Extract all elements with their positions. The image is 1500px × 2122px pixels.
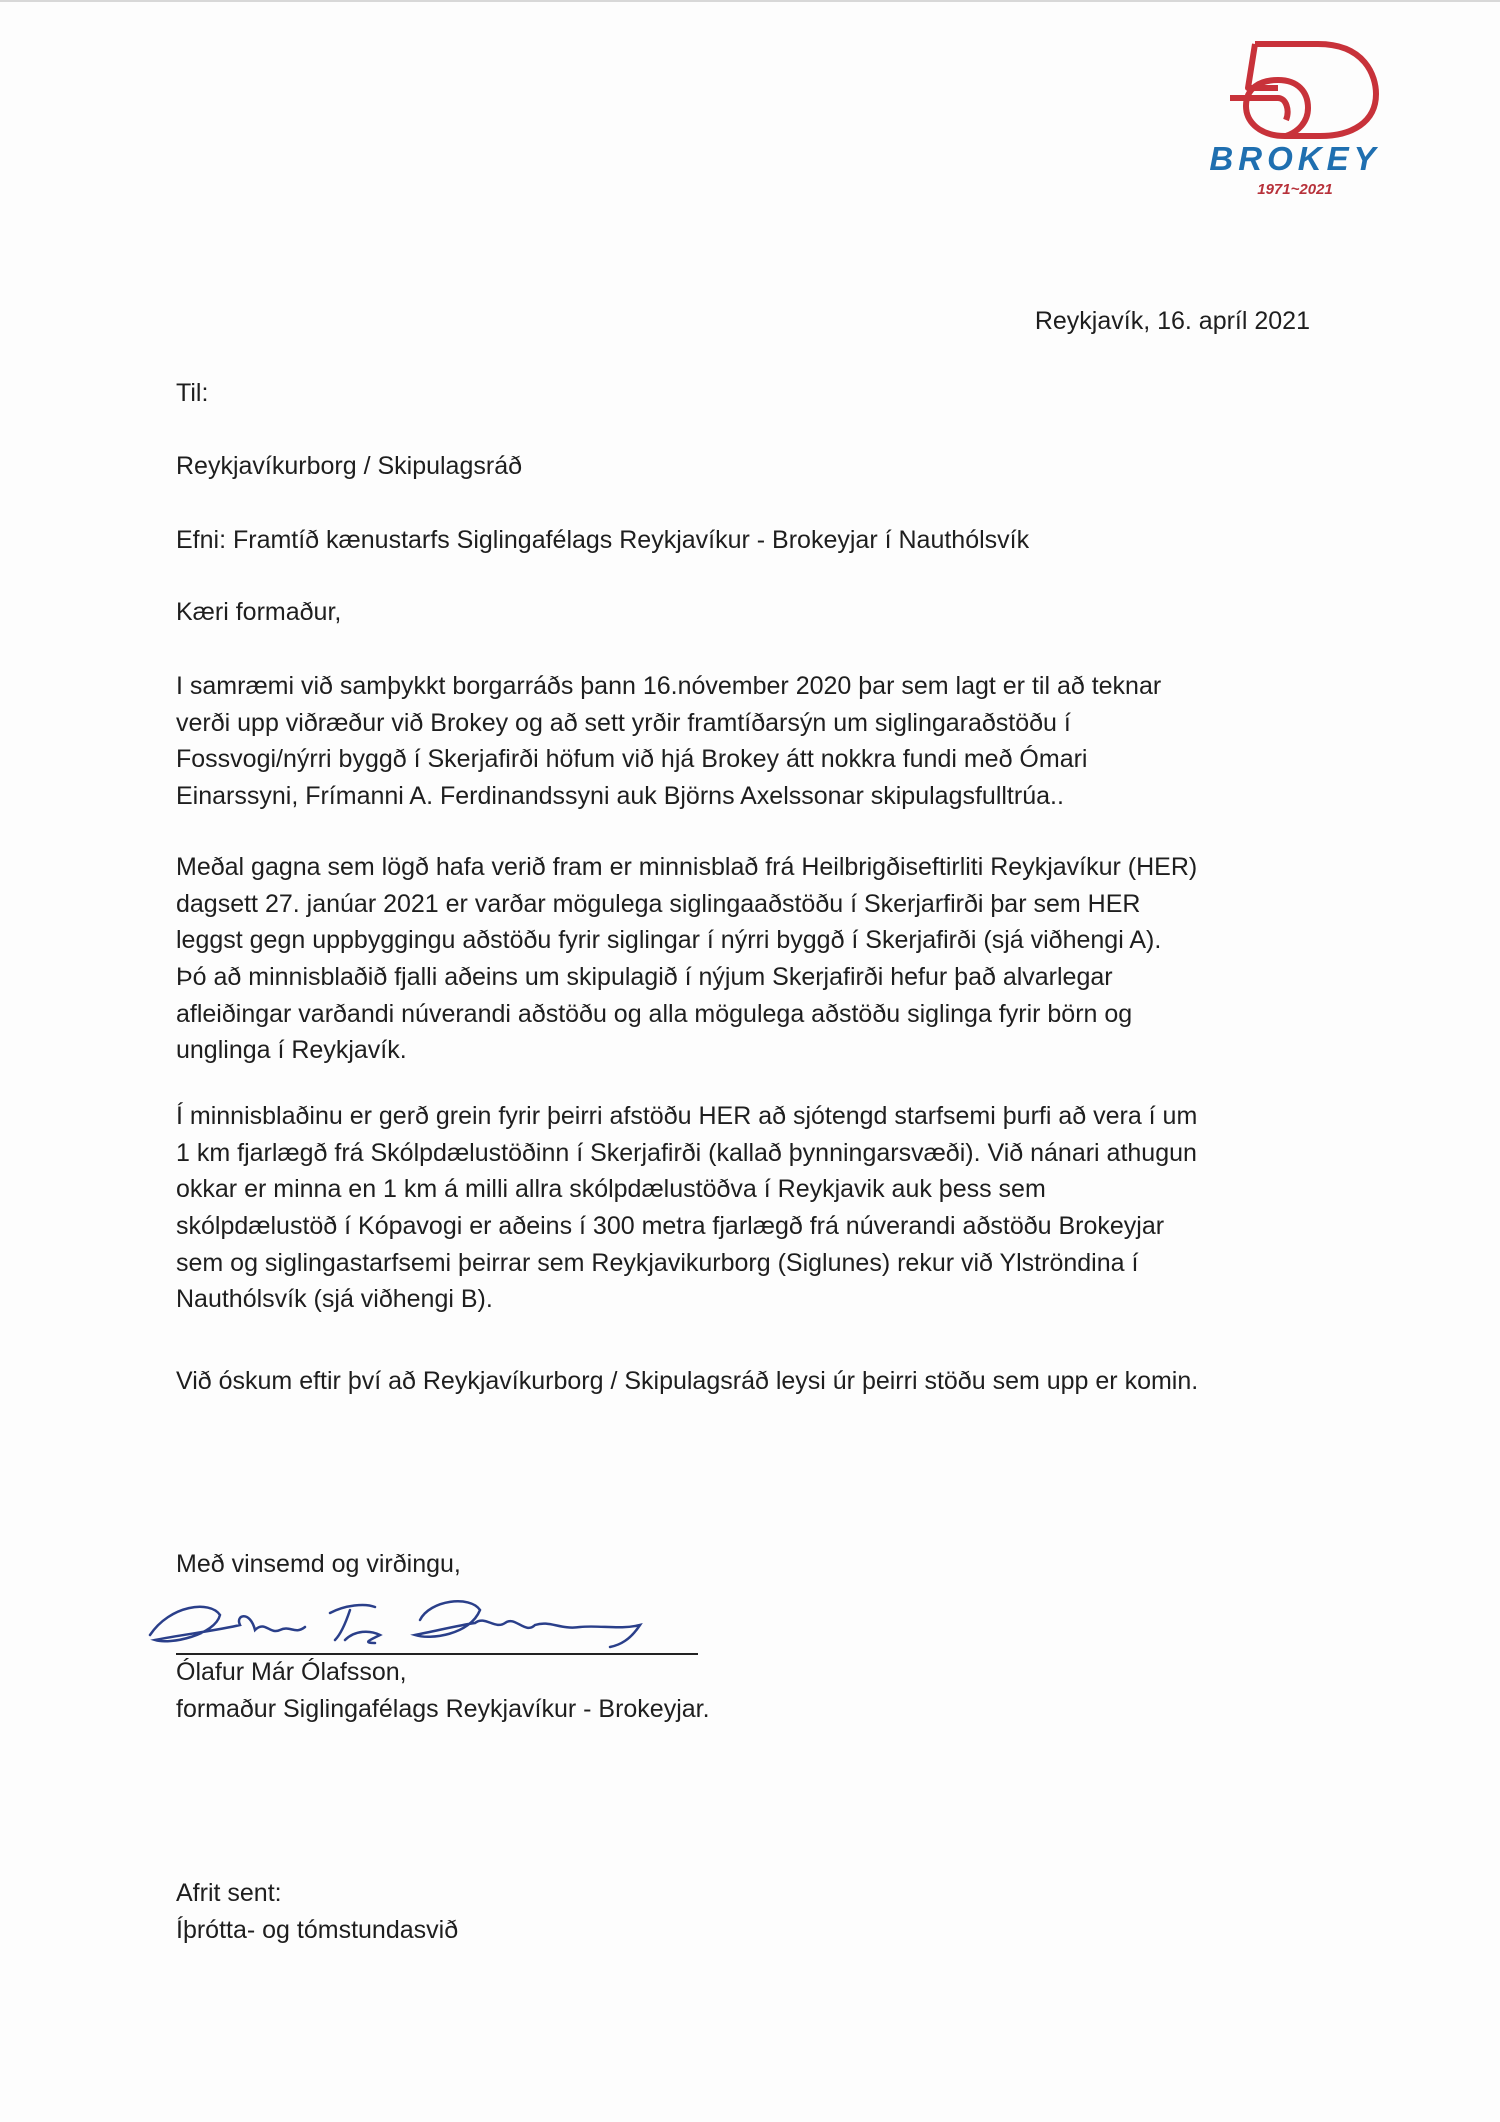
paragraph-1 [176, 668, 1161, 815]
subject-text: Efni: Framtíð kænustarfs Siglingafélags Reykjavíkur - Brokeyjar í Nauthólsvík [176, 526, 1030, 554]
cc-block [176, 1875, 458, 1948]
paragraph-line: Þó að minnisblaðið fjalli aðeins um skipulagið í nýjum Skerjafirði hefur það alvarlegar [176, 963, 1113, 992]
paragraph-line: Nauthólsvík (sjá viðhengi B). [176, 1285, 493, 1314]
recipient [176, 448, 522, 485]
paragraph-line: Meðal gagna sem lögð hafa verið fram er minnisblað frá Heilbrigðiseftirliti Reykjavíkur (HER) [176, 853, 1198, 881]
signer-name: Ólafur Már Ólafsson, [176, 1658, 407, 1686]
paragraph-line: I samræmi við samþykkt borgarráðs þann 16.nóvember 2020 þar sem lagt er til að teknar [176, 672, 1162, 700]
paragraph-line: verði upp viðræður við Brokey og að sett yrðir framtíðarsýn um siglingaraðstöðu í [176, 708, 1071, 737]
cc-recipient: Íþrótta- og tómstundasvið [176, 1915, 459, 1944]
paragraph-line: leggst gegn uppbyggingu aðstöðu fyrir siglingar í nýrri byggð í Skerjafirði (sjá viðhengi A). [176, 926, 1162, 955]
recipient-text: Reykjavíkurborg / Skipulagsráð [176, 452, 522, 480]
paragraph-line: Einarssyni, Frímanni A. Ferdinandssyni auk Björns Axelssonar skipulagsfulltrúa.. [176, 782, 1064, 811]
paragraph-line: sem og siglingastarfsemi þeirrar sem Reykjavikurborg (Siglunes) rekur við Ylströndina í [176, 1248, 1139, 1277]
logo-years: 1971~2021 [1257, 181, 1333, 198]
paragraph-line: Í minnisblaðinu er gerð grein fyrir þeirri afstöðu HER að sjótengd starfsemi þurfi að vera í um [176, 1102, 1198, 1130]
paragraph-4 [176, 1363, 1198, 1400]
paragraph-2 [176, 849, 1197, 1069]
recipient-label-text: Til: [176, 379, 209, 407]
paragraph-line: 1 km fjarlægð frá Skólpdælustöðinn í Skerjafirði (kallað þynningarsvæði). Við nánari athugun [176, 1138, 1197, 1167]
subject-line [176, 522, 1029, 559]
signer-block [176, 1654, 710, 1727]
brokey-50-logo [1190, 36, 1400, 206]
paragraph-line: dagsett 27. janúar 2021 er varðar mögulega siglingaaðstöðu í Skerjarfirði þar sem HER [176, 889, 1141, 918]
paragraph-line: afleiðingar varðandi núverandi aðstöðu og alla mögulega aðstöðu siglinga fyrir börn og [176, 999, 1133, 1028]
paragraph-line: okkar er minna en 1 km á milli allra skólpdælustöðva í Reykjavik auk þess sem [176, 1175, 1046, 1204]
handwritten-signature [130, 1585, 710, 1660]
letter-date: Reykjavík, 16. apríl 2021 [1034, 307, 1310, 335]
fifty-anniversary-icon [1190, 36, 1400, 141]
logo-name: BROKEY [1209, 140, 1381, 177]
scan-edge [0, 0, 1500, 2]
cc-label: Afrit sent: [176, 1879, 282, 1907]
paragraph-line: skólpdælustöð í Kópavogi er aðeins í 300 metra fjarlægð frá núverandi aðstöðu Brokeyjar [176, 1212, 1165, 1241]
paragraph-line: unglinga í Reykjavík. [176, 1036, 407, 1065]
salutation-text: Kæri formaður, [176, 598, 342, 626]
recipient-label [176, 375, 208, 412]
closing [176, 1546, 461, 1583]
salutation [176, 594, 341, 631]
paragraph-line: Við óskum eftir því að Reykjavíkurborg / Skipulagsráð leysi úr þeirri stöðu sem upp er komin. [176, 1367, 1199, 1395]
signer-title: formaður Siglingafélags Reykjavíkur - Brokeyjar. [176, 1694, 710, 1723]
paragraph-3 [176, 1098, 1197, 1318]
closing-text: Með vinsemd og virðingu, [176, 1550, 461, 1578]
paragraph-line: Fossvogi/nýrri byggð í Skerjafirði höfum við hjá Brokey átt nokkra fundi með Ómari [176, 745, 1088, 774]
